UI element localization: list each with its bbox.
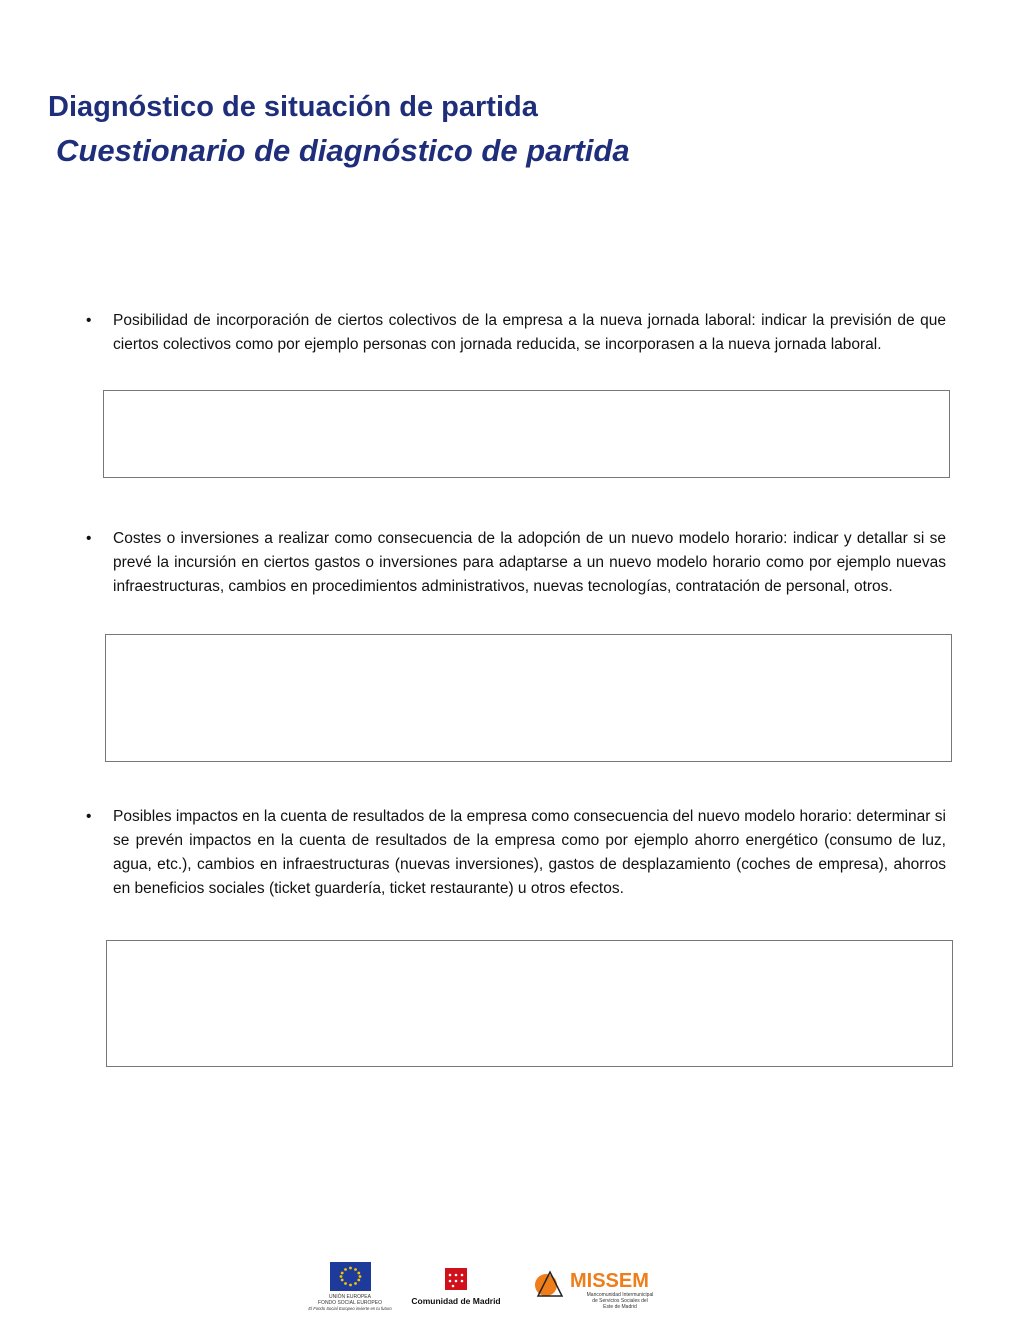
footer-logos <box>300 1260 680 1320</box>
missem-line1: Mancomunidad Intermunicipal <box>586 1292 654 1298</box>
madrid-flag <box>445 1268 467 1290</box>
bullet: • <box>86 312 92 329</box>
page-title: Diagnóstico de situación de partida <box>48 91 538 123</box>
question-text: Posibilidad de incorporación de ciertos colectivos de la empresa a la nueva jornada laboral: indicar la previsión de que ciertos colectivos como por ejemplo personas con jornada reducida, se incorporasen a la nueva jornada laboral. <box>113 312 946 353</box>
page-subtitle: Cuestionario de diagnóstico de partida <box>56 133 630 168</box>
missem-symbol-icon <box>535 1274 557 1296</box>
missem-line3: Este de Madrid <box>603 1304 637 1310</box>
question-text: Posibles impactos en la cuenta de resultados de la empresa como consecuencia del nuevo modelo horario: determinar si se prevén impactos en la cuenta de resultados de la empresa como por ejemplo ahorro energético (consumo de luz, agua, etc.), cambios en infraestructuras (nuevas inversiones), gastos de desplazamiento (coches de empresa), ahorros en beneficios sociales (ticket guardería, ticket restaurante) u otros efectos. <box>113 808 946 897</box>
eu-logo <box>308 1262 392 1311</box>
answer-box-1[interactable] <box>103 390 950 478</box>
madrid-logo <box>411 1268 500 1306</box>
question-2 <box>86 527 946 599</box>
eu-line2: FONDO SOCIAL EUROPEO <box>318 1300 382 1306</box>
answer-box-3[interactable] <box>106 940 953 1067</box>
missem-logo <box>535 1270 653 1310</box>
question-1 <box>86 309 946 357</box>
eu-flag <box>330 1262 371 1291</box>
missem-name: MISSEM <box>570 1270 649 1292</box>
answer-box-2[interactable] <box>105 634 952 762</box>
eu-line1: UNIÓN EUROPEA <box>329 1294 371 1300</box>
eu-line3: El Fondo Social Europeo invierte en tu futuro <box>308 1306 392 1311</box>
missem-line2: de Servicios Sociales del <box>592 1298 648 1304</box>
question-text: Costes o inversiones a realizar como consecuencia de la adopción de un nuevo modelo horario: indicar y detallar si se prevé la incursión en ciertos gastos o inversiones para adaptarse a un nuevo modelo horario como por ejemplo nuevas infraestructuras, cambios en procedimientos administrativos, nuevas tecnologías, contratación de personal, otros. <box>113 530 946 595</box>
bullet: • <box>86 530 92 547</box>
madrid-label: Comunidad de Madrid <box>411 1296 501 1306</box>
bullet: • <box>86 808 92 825</box>
question-3 <box>86 805 946 901</box>
